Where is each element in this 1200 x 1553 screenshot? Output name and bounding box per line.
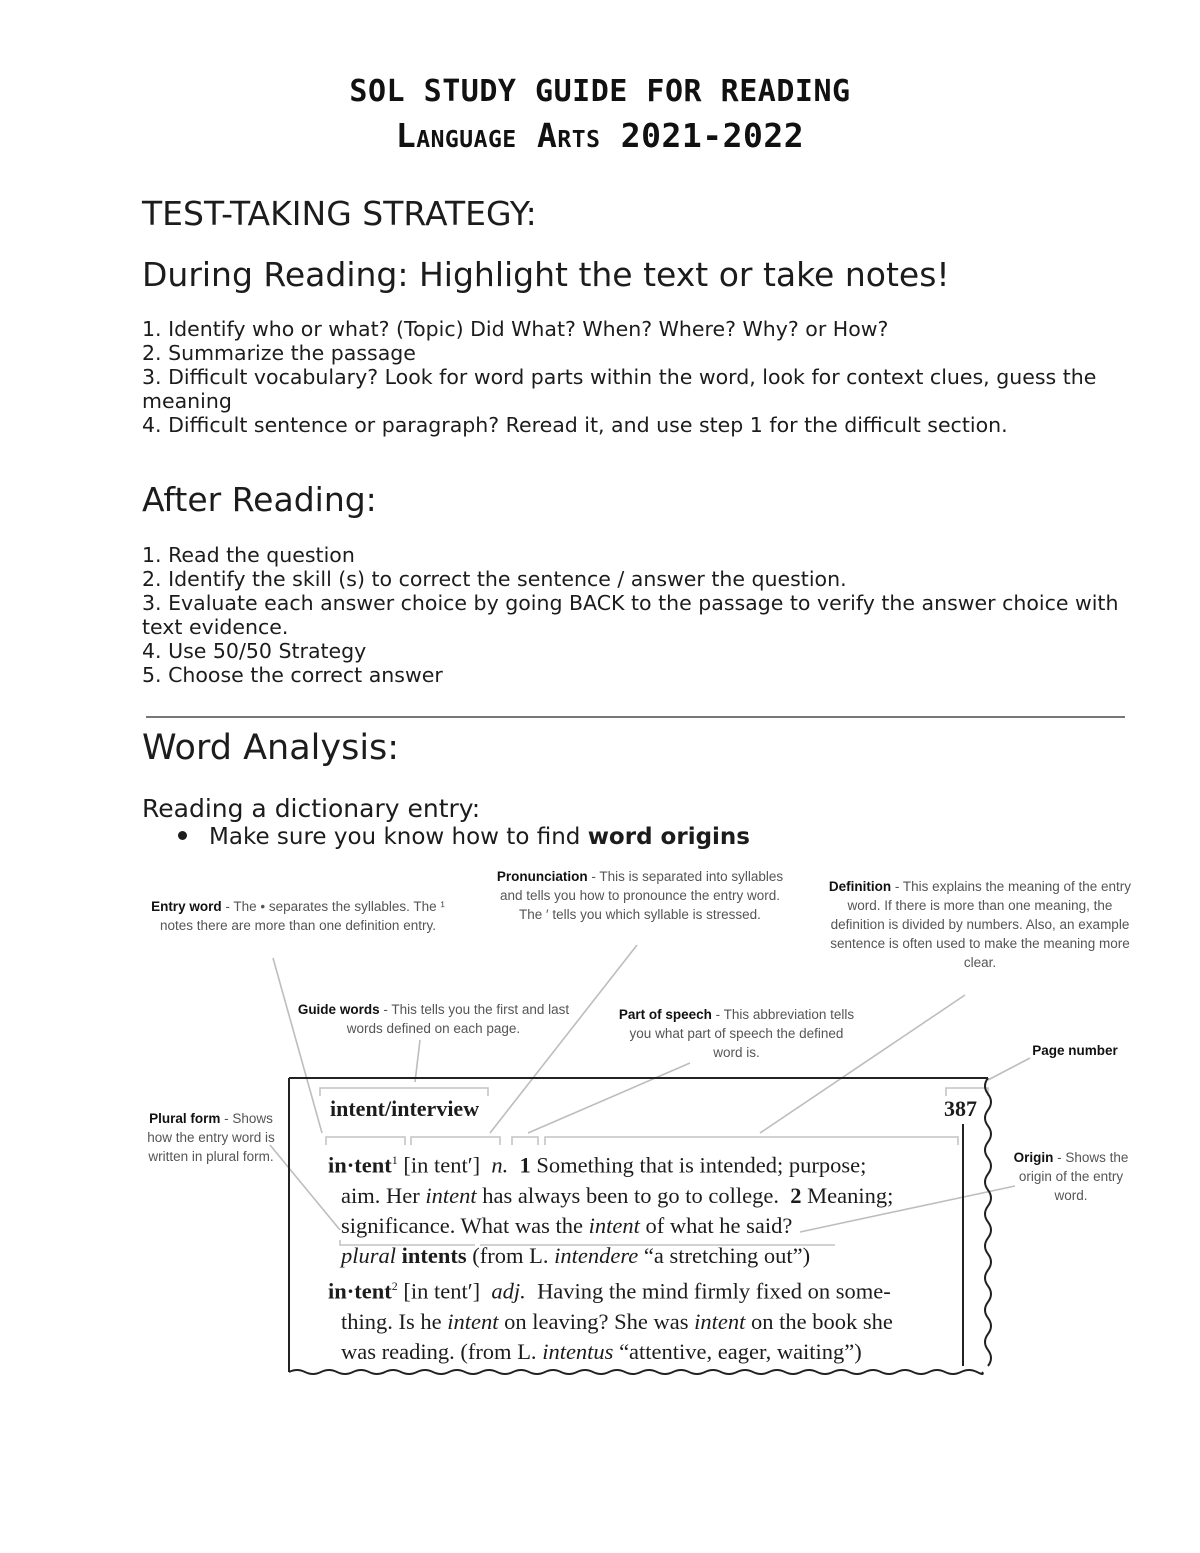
document-title-line1: SOL STUDY GUIDE FOR READING (349, 74, 851, 109)
dictionary-entry-2: in·tent$^2$ [in tent′] adj. Having the mind firmly fixed on some- thing. Is he intent on leaving? She was intent on the book she was reading. (from L. intentus “attentive, eager, waiting”) (328, 1278, 893, 1364)
callout-origin: Origin - Shows the origin of the entry word. (1013, 1150, 1129, 1203)
callout-guide-words: Guide words - This tells you the first and last words defined on each page. (297, 1002, 570, 1036)
callout-definition: Definition - This explains the meaning of the entry word. If there is more than one meaning, the definition is divided by numbers. Also, an example sentence is often used to make the meaning more clear. (828, 879, 1132, 970)
dictionary-page-number: 387 (944, 1096, 977, 1121)
list-item: 5. Choose the correct answer (142, 663, 443, 687)
list-item: 4. Difficult sentence or paragraph? Reread it, and use step 1 for the difficult section. (142, 413, 1008, 437)
word-analysis-heading: Word Analysis: (142, 728, 400, 768)
callout-pronunciation: Pronunciation - This is separated into syllables and tells you how to pronounce the entry word. The ′ tells you which syllable is stressed. (496, 869, 784, 922)
list-item: 1. Read the question (142, 543, 355, 567)
dictionary-guide-words: intent/interview (330, 1096, 480, 1121)
list-item: 3. Difficult vocabulary? Look for word parts within the word, look for context clues, guess the meaning (142, 365, 1097, 413)
callout-page-number: Page number (1032, 1043, 1118, 1058)
list-item: 1. Identify who or what? (Topic) Did What? When? Where? Why? or How? (142, 317, 889, 341)
after-reading-heading: After Reading: (142, 480, 377, 519)
during-reading-heading: During Reading: Highlight the text or take notes! (142, 255, 950, 294)
list-item: 4. Use 50/50 Strategy (142, 639, 367, 663)
document-title-line2: Language Arts 2021-2022 (395, 116, 805, 155)
dictionary-entry-subheading: Reading a dictionary entry: (142, 794, 481, 823)
callout-part-of-speech: Part of speech - This abbreviation tells you what part of speech the defined word is. (618, 1007, 855, 1060)
strategy-heading: TEST-TAKING STRATEGY: (142, 194, 537, 233)
dictionary-entry-1: in·tent$^1$ [in tent′] n. 1 Something that is intended; purpose; aim. Her intent has always been to go to college. 2 Meaning; significance. What was the intent of what he said? plural intents (from L. intendere “a stretching out”) (328, 1152, 894, 1268)
callout-plural-form: Plural form - Shows how the entry word is written in plural form. (147, 1111, 275, 1164)
callout-entry-word: Entry word - The • separates the syllables. The ¹ notes there are more than one definition entry. (151, 899, 445, 933)
list-item: 2. Identify the skill (s) to correct the sentence / answer the question. (142, 567, 847, 591)
list-item: 2. Summarize the passage (142, 341, 416, 365)
list-item: 3. Evaluate each answer choice by going BACK to the passage to verify the answer choice with text evidence. (142, 591, 1119, 639)
word-origins-bullet: Make sure you know how to find word origins (178, 824, 750, 850)
